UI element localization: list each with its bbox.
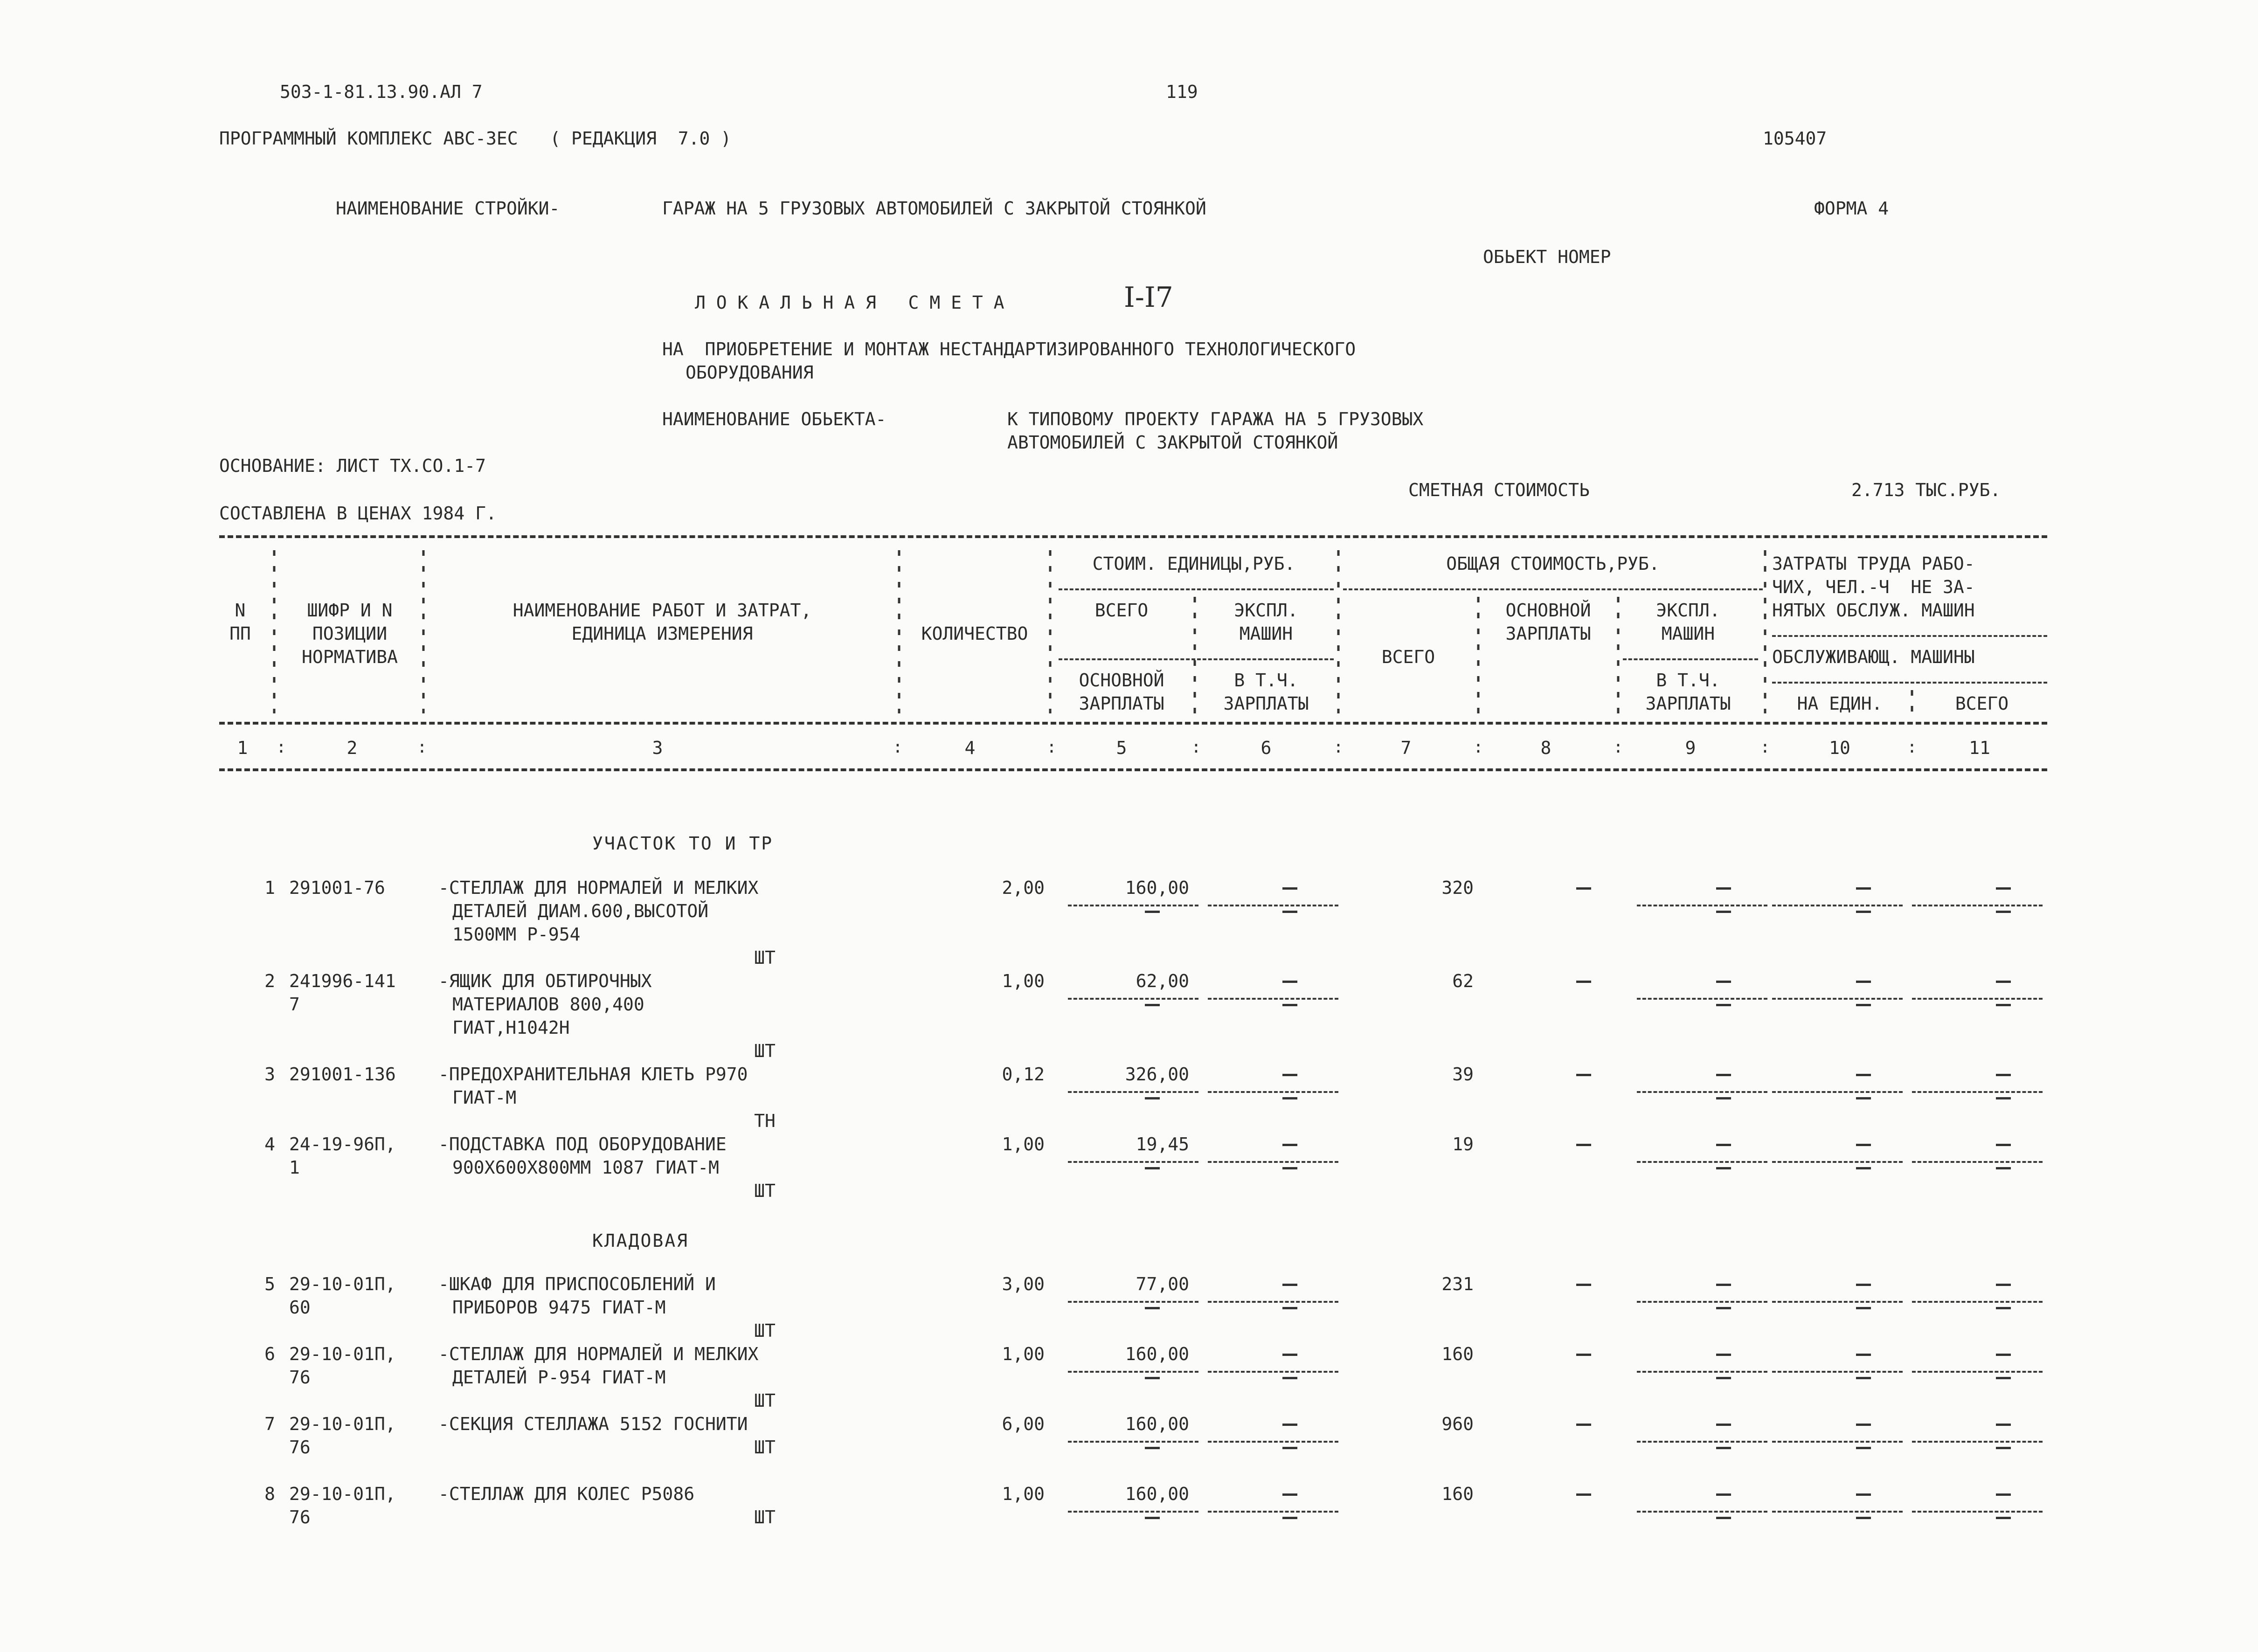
empty-value-dash: [1856, 1284, 1871, 1286]
empty-value-dash: [1282, 1493, 1297, 1496]
labor-group-label-3: НЯТЫХ ОБСЛУЖ. МАШИН: [1772, 600, 1975, 621]
column-separator: :: [276, 738, 286, 757]
row-total: 320: [1441, 878, 1474, 898]
empty-value-dash: [1996, 1493, 2011, 1496]
table-rule-bottom: [219, 768, 2047, 771]
empty-value-dash: [1996, 1284, 2011, 1286]
column-separator: :: [417, 738, 427, 757]
empty-value-dash: [1576, 887, 1591, 890]
empty-value-dash: [1282, 1097, 1297, 1099]
cost-value: 2.713 ТЫС.РУБ.: [1851, 480, 2001, 500]
empty-value-dash: [1856, 887, 1871, 890]
col-name-label-2: ЕДИНИЦА ИЗМЕРЕНИЯ: [571, 623, 753, 644]
row-total: 160: [1441, 1344, 1474, 1364]
row-name: ПРИБОРОВ 9475 ГИАТ-М: [452, 1297, 666, 1318]
row-code: 29-10-01П,: [289, 1344, 396, 1364]
row-name: -СТЕЛЛАЖ ДЛЯ КОЛЕС Р5086: [438, 1484, 695, 1504]
header-column-separators: [0, 0, 2258, 727]
empty-value-dash: [1856, 1424, 1871, 1426]
row-unit-price: 326,00: [1125, 1064, 1189, 1085]
empty-value-dash: [1576, 1074, 1591, 1076]
empty-value-dash: [1716, 1074, 1731, 1076]
unit-wage-label: ОСНОВНОЙ: [1079, 670, 1164, 691]
cell-rule: [1912, 1091, 2043, 1093]
cell-rule: [1068, 1511, 1198, 1513]
construction-label: НАИМЕНОВАНИЕ СТРОЙКИ-: [336, 198, 560, 219]
row-quantity: 2,00: [1002, 878, 1045, 898]
empty-value-dash: [1996, 1167, 2011, 1169]
cell-rule: [1068, 1441, 1198, 1443]
handwritten-estimate-number: I-I7: [1124, 281, 1173, 314]
empty-value-dash: [1856, 1004, 1871, 1006]
row-name: -ПОДСТАВКА ПОД ОБОРУДОВАНИЕ: [438, 1134, 727, 1154]
empty-value-dash: [1856, 1493, 1871, 1496]
empty-value-dash: [1996, 1074, 2011, 1076]
row-quantity: 1,00: [1002, 1344, 1045, 1364]
row-quantity: 0,12: [1002, 1064, 1045, 1085]
empty-value-dash: [1716, 1493, 1731, 1496]
column-number: 4: [964, 738, 976, 758]
column-number: 2: [346, 738, 358, 758]
column-number: 6: [1261, 738, 1272, 758]
row-name: ГИАТ,Н1042Н: [452, 1017, 570, 1038]
empty-value-dash: [1996, 1447, 2011, 1449]
column-separator: :: [1760, 738, 1770, 757]
row-quantity: 6,00: [1002, 1414, 1045, 1434]
empty-value-dash: [1716, 1284, 1731, 1286]
row-name: -СТЕЛЛАЖ ДЛЯ НОРМАЛЕЙ И МЕЛКИХ: [438, 1344, 759, 1364]
row-unit: ТН: [754, 1111, 776, 1131]
empty-value-dash: [1996, 1354, 2011, 1356]
row-number: 6: [264, 1344, 275, 1364]
col-code-label-3: НОРМАТИВА: [302, 647, 398, 667]
row-unit: ШТ: [754, 1041, 776, 1061]
cell-rule: [1912, 998, 2043, 1000]
row-code: 29-10-01П,: [289, 1414, 396, 1434]
cell-rule: [1912, 1161, 2043, 1163]
empty-value-dash: [1282, 887, 1297, 890]
row-total: 960: [1441, 1414, 1474, 1434]
cell-rule: [1208, 1301, 1338, 1303]
cell-rule: [1772, 905, 1903, 906]
row-name: 1500ММ Р-954: [452, 924, 581, 945]
empty-value-dash: [1716, 1097, 1731, 1099]
empty-value-dash: [1856, 1447, 1871, 1449]
empty-value-dash: [1716, 981, 1731, 983]
cell-rule: [1772, 1161, 1903, 1163]
cell-rule: [1208, 998, 1338, 1000]
cell-rule: [1208, 1161, 1338, 1163]
row-unit-price: 19,45: [1136, 1134, 1189, 1154]
total-wage-label-2: ЗАРПЛАТЫ: [1505, 623, 1591, 644]
empty-value-dash: [1145, 1097, 1160, 1099]
cell-rule: [1912, 1371, 2043, 1373]
empty-value-dash: [1996, 1004, 2011, 1006]
empty-value-dash: [1716, 1354, 1731, 1356]
object-line-1: К ТИПОВОМУ ПРОЕКТУ ГАРАЖА НА 5 ГРУЗОВЫХ: [1007, 409, 1424, 429]
empty-value-dash: [1856, 1377, 1871, 1379]
column-separator: :: [1613, 738, 1623, 757]
empty-value-dash: [1996, 1097, 2011, 1099]
row-name: 900Х600Х800ММ 1087 ГИАТ-М: [452, 1157, 719, 1178]
page-number: 119: [1166, 82, 1198, 102]
empty-value-dash: [1856, 1307, 1871, 1309]
empty-value-dash: [1145, 1517, 1160, 1519]
object-number-label: ОБЬЕКТ НОМЕР: [1483, 247, 1611, 267]
col-n-label-2: ПП: [229, 623, 251, 644]
row-name: -ПРЕДОХРАНИТЕЛЬНАЯ КЛЕТЬ Р970: [438, 1064, 748, 1085]
section-title: КЛАДОВАЯ: [592, 1230, 689, 1251]
row-unit: ШТ: [754, 947, 776, 968]
unit-cost-group-label: СТОИМ. ЕДИНИЦЫ,РУБ.: [1092, 553, 1295, 574]
row-name: -СТЕЛЛАЖ ДЛЯ НОРМАЛЕЙ И МЕЛКИХ: [438, 878, 759, 898]
cell-rule: [1068, 998, 1198, 1000]
unit-wage-label-2: ЗАРПЛАТЫ: [1079, 693, 1164, 714]
program-info: ПРОГРАММНЫЙ КОМПЛЕКС АВС-3ЕС ( РЕДАКЦИЯ 7.0 ): [219, 128, 732, 149]
empty-value-dash: [1282, 1377, 1297, 1379]
empty-value-dash: [1856, 1167, 1871, 1169]
subtitle-line-2: ОБОРУДОВАНИЯ: [686, 362, 814, 383]
section-title: УЧАСТОК ТО И ТР: [592, 833, 774, 854]
row-name: ДЕТАЛЕЙ Р-954 ГИАТ-М: [452, 1367, 666, 1388]
row-code: 7: [289, 994, 300, 1015]
row-total: 160: [1441, 1484, 1474, 1504]
empty-value-dash: [1282, 1307, 1297, 1309]
column-number: 9: [1685, 738, 1696, 758]
row-code: 29-10-01П,: [289, 1484, 396, 1504]
column-number: 10: [1829, 738, 1850, 758]
unit-incl-label-2: ЗАРПЛАТЫ: [1223, 693, 1309, 714]
empty-value-dash: [1145, 911, 1160, 913]
column-number: 3: [652, 738, 663, 758]
row-number: 8: [264, 1484, 275, 1504]
cell-rule: [1772, 1301, 1903, 1303]
row-number: 2: [264, 971, 275, 991]
empty-value-dash: [1282, 1167, 1297, 1169]
document-title: Л О К А Л Ь Н А Я С М Е Т А: [695, 292, 1004, 313]
empty-value-dash: [1716, 911, 1731, 913]
cell-rule: [1637, 1511, 1767, 1513]
total-wage-label: ОСНОВНОЙ: [1505, 600, 1591, 621]
row-name: ДЕТАЛЕЙ ДИАМ.600,ВЫСОТОЙ: [452, 901, 709, 921]
empty-value-dash: [1282, 981, 1297, 983]
empty-value-dash: [1716, 1424, 1731, 1426]
row-name: -ЯЩИК ДЛЯ ОБТИРОЧНЫХ: [438, 971, 652, 991]
empty-value-dash: [1856, 1517, 1871, 1519]
cell-rule: [1068, 1091, 1198, 1093]
cell-rule: [1637, 905, 1767, 906]
cell-rule: [1772, 998, 1903, 1000]
column-number: 11: [1969, 738, 1990, 758]
cost-label: СМЕТНАЯ СТОИМОСТЬ: [1408, 480, 1590, 500]
row-total: 231: [1441, 1274, 1474, 1294]
empty-value-dash: [1716, 1377, 1731, 1379]
row-quantity: 1,00: [1002, 1134, 1045, 1154]
empty-value-dash: [1856, 981, 1871, 983]
labor-total-label: ВСЕГО: [1955, 693, 2009, 714]
empty-value-dash: [1576, 1424, 1591, 1426]
empty-value-dash: [1282, 1517, 1297, 1519]
empty-value-dash: [1145, 1377, 1160, 1379]
cell-rule: [1068, 1301, 1198, 1303]
labor-group-label-2: ЧИХ, ЧЕЛ.-Ч НЕ ЗА-: [1772, 577, 1975, 597]
cell-rule: [1637, 1441, 1767, 1443]
row-unit-price: 160,00: [1125, 1484, 1189, 1504]
empty-value-dash: [1716, 887, 1731, 890]
empty-value-dash: [1996, 911, 2011, 913]
unit-equip-label-2: МАШИН: [1239, 623, 1293, 644]
row-number: 1: [264, 878, 275, 898]
row-code: 76: [289, 1367, 311, 1388]
total-incl-label: В Т.Ч.: [1656, 670, 1720, 691]
row-total: 19: [1452, 1134, 1474, 1154]
row-code: 76: [289, 1437, 311, 1458]
total-equip-label: ЭКСПЛ.: [1656, 600, 1720, 621]
price-level: СОСТАВЛЕНА В ЦЕНАХ 1984 Г.: [219, 503, 497, 524]
column-number: 5: [1116, 738, 1127, 758]
column-separator: :: [1907, 738, 1917, 757]
empty-value-dash: [1856, 911, 1871, 913]
row-quantity: 3,00: [1002, 1274, 1045, 1294]
row-name: МАТЕРИАЛОВ 800,400: [452, 994, 644, 1015]
empty-value-dash: [1282, 1074, 1297, 1076]
form-label: ФОРМА 4: [1814, 198, 1889, 219]
empty-value-dash: [1856, 1074, 1871, 1076]
row-number: 3: [264, 1064, 275, 1085]
empty-value-dash: [1716, 1144, 1731, 1146]
cell-rule: [1208, 1511, 1338, 1513]
empty-value-dash: [1996, 887, 2011, 890]
empty-value-dash: [1996, 981, 2011, 983]
cell-rule: [1208, 1091, 1338, 1093]
subtitle-line-1: НА ПРИОБРЕТЕНИЕ И МОНТАЖ НЕСТАНДАРТИЗИРОВАННОГО ТЕХНОЛОГИЧЕСКОГО: [662, 339, 1356, 359]
empty-value-dash: [1145, 1307, 1160, 1309]
column-number: 8: [1540, 738, 1552, 758]
cell-rule: [1068, 905, 1198, 906]
row-number: 7: [264, 1414, 275, 1434]
cell-rule: [1772, 1441, 1903, 1443]
empty-value-dash: [1282, 1447, 1297, 1449]
empty-value-dash: [1716, 1517, 1731, 1519]
cell-rule: [1912, 1441, 2043, 1443]
row-unit-price: 160,00: [1125, 1414, 1189, 1434]
row-number: 4: [264, 1134, 275, 1154]
total-incl-label-2: ЗАРПЛАТЫ: [1645, 693, 1731, 714]
row-unit: ШТ: [754, 1437, 776, 1458]
col-name-label: НАИМЕНОВАНИЕ РАБОТ И ЗАТРАТ,: [513, 600, 812, 621]
column-number: 1: [237, 738, 248, 758]
column-separator: :: [1046, 738, 1057, 757]
col-code-label-2: ПОЗИЦИИ: [312, 623, 388, 644]
row-quantity: 1,00: [1002, 1484, 1045, 1504]
row-code: 291001-76: [289, 878, 385, 898]
empty-value-dash: [1716, 1447, 1731, 1449]
empty-value-dash: [1145, 1167, 1160, 1169]
empty-value-dash: [1856, 1354, 1871, 1356]
row-code: 76: [289, 1507, 311, 1528]
labor-sub-label: ОБСЛУЖИВАЮЩ. МАШИНЫ: [1772, 647, 1975, 667]
empty-value-dash: [1996, 1377, 2011, 1379]
empty-value-dash: [1576, 981, 1591, 983]
empty-value-dash: [1282, 1004, 1297, 1006]
empty-value-dash: [1856, 1144, 1871, 1146]
unit-incl-label: В Т.Ч.: [1234, 670, 1298, 691]
empty-value-dash: [1996, 1424, 2011, 1426]
construction-value: ГАРАЖ НА 5 ГРУЗОВЫХ АВТОМОБИЛЕЙ С ЗАКРЫТОЙ СТОЯНКОЙ: [662, 198, 1206, 219]
row-name: -ШКАФ ДЛЯ ПРИСПОСОБЛЕНИЙ И: [438, 1274, 716, 1294]
cell-rule: [1772, 1371, 1903, 1373]
row-code: 291001-136: [289, 1064, 396, 1085]
empty-value-dash: [1576, 1493, 1591, 1496]
empty-value-dash: [1282, 1144, 1297, 1146]
row-unit-price: 160,00: [1125, 1344, 1189, 1364]
object-label: НАИМЕНОВАНИЕ ОБЬЕКТА-: [662, 409, 887, 429]
row-unit: ШТ: [754, 1181, 776, 1201]
unit-total-label: ВСЕГО: [1094, 600, 1149, 621]
row-unit-price: 160,00: [1125, 878, 1189, 898]
empty-value-dash: [1282, 911, 1297, 913]
empty-value-dash: [1282, 1284, 1297, 1286]
cell-rule: [1068, 1161, 1198, 1163]
row-unit: ШТ: [754, 1507, 776, 1528]
row-total: 39: [1452, 1064, 1474, 1085]
table-rule-mid: [219, 722, 2047, 725]
empty-value-dash: [1716, 1004, 1731, 1006]
col-n-label: N: [235, 600, 246, 621]
cell-rule: [1637, 1371, 1767, 1373]
cell-rule: [1772, 1091, 1903, 1093]
empty-value-dash: [1996, 1144, 2011, 1146]
cell-rule: [1637, 1091, 1767, 1093]
cell-rule: [1912, 905, 2043, 906]
labor-group-label: ЗАТРАТЫ ТРУДА РАБО-: [1772, 553, 1975, 574]
row-code: 29-10-01П,: [289, 1274, 396, 1294]
row-unit-price: 77,00: [1136, 1274, 1189, 1294]
row-unit: ШТ: [754, 1390, 776, 1411]
column-number: 7: [1400, 738, 1412, 758]
column-separator: :: [1333, 738, 1344, 757]
empty-value-dash: [1282, 1424, 1297, 1426]
row-number: 5: [264, 1274, 275, 1294]
total-cost-group-label: ОБЩАЯ СТОИМОСТЬ,РУБ.: [1446, 553, 1660, 574]
row-code: 241996-141: [289, 971, 396, 991]
column-separator: :: [1191, 738, 1201, 757]
empty-value-dash: [1856, 1097, 1871, 1099]
empty-value-dash: [1576, 1284, 1591, 1286]
empty-value-dash: [1576, 1354, 1591, 1356]
row-code: 1: [289, 1157, 300, 1178]
cell-rule: [1772, 1511, 1903, 1513]
empty-value-dash: [1145, 1447, 1160, 1449]
row-name: -СЕКЦИЯ СТЕЛЛАЖА 5152 ГОСНИТИ: [438, 1414, 748, 1434]
row-quantity: 1,00: [1002, 971, 1045, 991]
cell-rule: [1912, 1301, 2043, 1303]
cell-rule: [1068, 1371, 1198, 1373]
row-unit-price: 62,00: [1136, 971, 1189, 991]
row-name: ГИАТ-М: [452, 1087, 517, 1108]
empty-value-dash: [1716, 1307, 1731, 1309]
cell-rule: [1208, 905, 1338, 906]
empty-value-dash: [1996, 1307, 2011, 1309]
document-number: 105407: [1763, 128, 1827, 149]
cell-rule: [1637, 1301, 1767, 1303]
cell-rule: [1912, 1511, 2043, 1513]
column-separator: :: [893, 738, 903, 757]
total-equip-label-2: МАШИН: [1661, 623, 1715, 644]
col-code-label: ШИФР И N: [307, 600, 393, 621]
col-qty-label: КОЛИЧЕСТВО: [921, 623, 1028, 644]
empty-value-dash: [1716, 1167, 1731, 1169]
empty-value-dash: [1145, 1004, 1160, 1006]
total-all-label: ВСЕГО: [1381, 647, 1435, 667]
row-code: 24-19-96П,: [289, 1134, 396, 1154]
column-separator: :: [1473, 738, 1483, 757]
labor-per-unit-label: НА ЕДИН.: [1797, 693, 1883, 714]
empty-value-dash: [1282, 1354, 1297, 1356]
unit-equip-label: ЭКСПЛ.: [1234, 600, 1298, 621]
row-unit: ШТ: [754, 1320, 776, 1341]
basis: ОСНОВАНИЕ: ЛИСТ ТХ.СО.1-7: [219, 456, 486, 476]
document-code: 503-1-81.13.90.АЛ 7: [280, 82, 483, 102]
object-line-2: АВТОМОБИЛЕЙ С ЗАКРЫТОЙ СТОЯНКОЙ: [1007, 432, 1338, 453]
row-code: 60: [289, 1297, 311, 1318]
empty-value-dash: [1996, 1517, 2011, 1519]
cell-rule: [1208, 1441, 1338, 1443]
cell-rule: [1637, 998, 1767, 1000]
empty-value-dash: [1576, 1144, 1591, 1146]
cell-rule: [1637, 1161, 1767, 1163]
row-total: 62: [1452, 971, 1474, 991]
cell-rule: [1208, 1371, 1338, 1373]
